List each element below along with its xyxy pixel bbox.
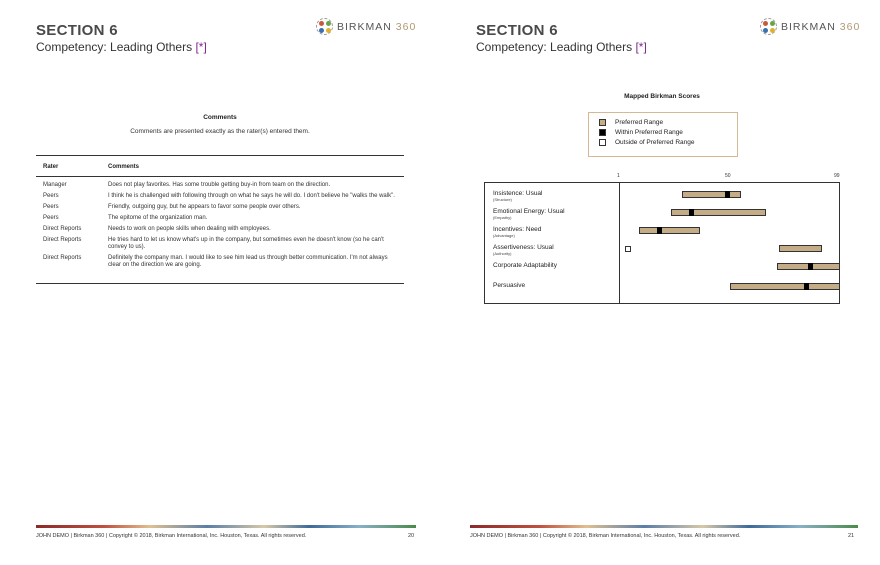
rater-cell: Peers [43,215,59,221]
table-header [36,156,404,177]
birkman-logo-icon [316,18,333,35]
brand-name: BIRKMAN [781,20,836,33]
brand-name: BIRKMAN [337,20,392,33]
section-subtitle [476,40,647,54]
rater-cell: Peers [43,204,59,210]
row-label-main: Persuasive [493,282,526,289]
row-label-sub: (Empathy) [493,215,512,220]
score-marker-outside [625,246,631,252]
legend-label: Preferred Range [615,119,664,126]
rater-cell: Peers [43,193,59,199]
subtitle-text: Competency: Leading Others [36,40,193,54]
row-label-main: Incentives: Need [493,226,542,233]
tick-label: 50 [725,173,731,179]
rater-cell: Manager [43,182,67,188]
row-label-main: Corporate Adaptability [493,262,557,269]
row-label-main: Insistence: Usual [493,190,543,197]
preferred-range-bar [730,283,841,290]
rater-cell: Direct Reports [43,255,82,261]
preferred-range-bar [682,191,741,198]
birkman-logo [760,18,860,35]
row-label-sub: (Authority) [493,251,512,256]
legend-swatch-within [599,129,606,136]
table-row [36,204,404,211]
row-label [493,226,541,238]
row-label [493,190,543,202]
footer-stripe [470,525,858,528]
comment-cell: Does not play favorites. Has some trouble getting buy-in from team on the direction. [108,182,331,188]
rater-cell: Direct Reports [43,226,82,232]
birkman-logo-icon [760,18,777,35]
chart-title: Mapped Birkman Scores [624,93,700,100]
row-label-main: Emotional Energy: Usual [493,208,565,215]
score-marker-within [804,283,809,290]
row-label [493,262,557,269]
section-subtitle [36,40,207,54]
comment-cell: He tries hard to let us know what's up in the company, but sometimes even he doesn't know (so he can't convey to us). [108,237,384,250]
row-label [493,208,565,220]
row-label-sub: (Advantage) [493,233,515,238]
page-number: 20 [408,533,415,539]
legend-item-outside [599,139,737,146]
tick-label: 1 [617,173,620,179]
comment-cell: The epitome of the organization man. [108,215,208,221]
row-label-sub: (Structure) [493,197,512,202]
legend-item-within [599,129,737,136]
comment-cell: Definitely the company man. I would like to see him lead us through better communication. I'm not always clear on the direction we are going. [108,255,388,268]
chart-legend [588,112,738,157]
score-marker-within [689,209,694,216]
header-rater: Rater [43,164,59,170]
tick-label: 99 [834,173,840,179]
table-row [36,237,404,251]
subtitle-marker: [*] [195,40,207,54]
preferred-range-bar [639,227,700,234]
preferred-range-bar [779,245,822,252]
page-number: 21 [848,533,855,539]
chart-divider [619,183,620,303]
row-label [493,244,554,256]
comment-cell: Needs to work on people skills when dealing with employees. [108,226,271,232]
score-marker-within [725,191,730,198]
rater-cell: Direct Reports [43,237,82,243]
legend-swatch-outside [599,139,606,146]
birkman-logo-text [781,21,860,33]
comment-cell: I think he is challenged with following through on what he says he will do. I don't believe he "walks the walk". [108,193,395,199]
section-title: SECTION 6 [36,22,118,39]
birkman-logo [316,18,416,35]
comments-heading: Comments [203,114,237,121]
table-row [36,215,404,222]
table-row [36,255,404,269]
table-row [36,193,404,200]
section-title: SECTION 6 [476,22,558,39]
footer-text: JOHN DEMO | Birkman 360 | Copyright © 2018, Birkman International, Inc. Houston, Texas. All rights reserved. [470,533,741,539]
legend-swatch-range [599,119,606,126]
preferred-range-bar [671,209,766,216]
brand-version: 360 [839,20,861,33]
row-label-main: Assertiveness: Usual [493,244,554,251]
birkman-logo-text [337,21,416,33]
legend-item-preferred [599,119,737,126]
brand-version: 360 [395,20,417,33]
footer-text: JOHN DEMO | Birkman 360 | Copyright © 2018, Birkman International, Inc. Houston, Texas. All rights reserved. [36,533,307,539]
row-label [493,282,525,289]
comment-cell: Friendly, outgoing guy, but he appears to favor some people over others. [108,204,301,210]
comments-table [36,155,404,284]
subtitle-marker: [*] [635,40,647,54]
footer-stripe [36,525,416,528]
legend-label: Within Preferred Range [615,129,683,136]
table-row [36,226,404,233]
table-row [36,182,404,189]
score-marker-within [808,263,813,270]
header-comments: Comments [108,164,140,170]
score-marker-within [657,227,662,234]
comments-note: Comments are presented exactly as the rater(s) entered them. [130,128,310,135]
subtitle-text: Competency: Leading Others [476,40,633,54]
legend-label: Outside of Preferred Range [615,139,695,146]
